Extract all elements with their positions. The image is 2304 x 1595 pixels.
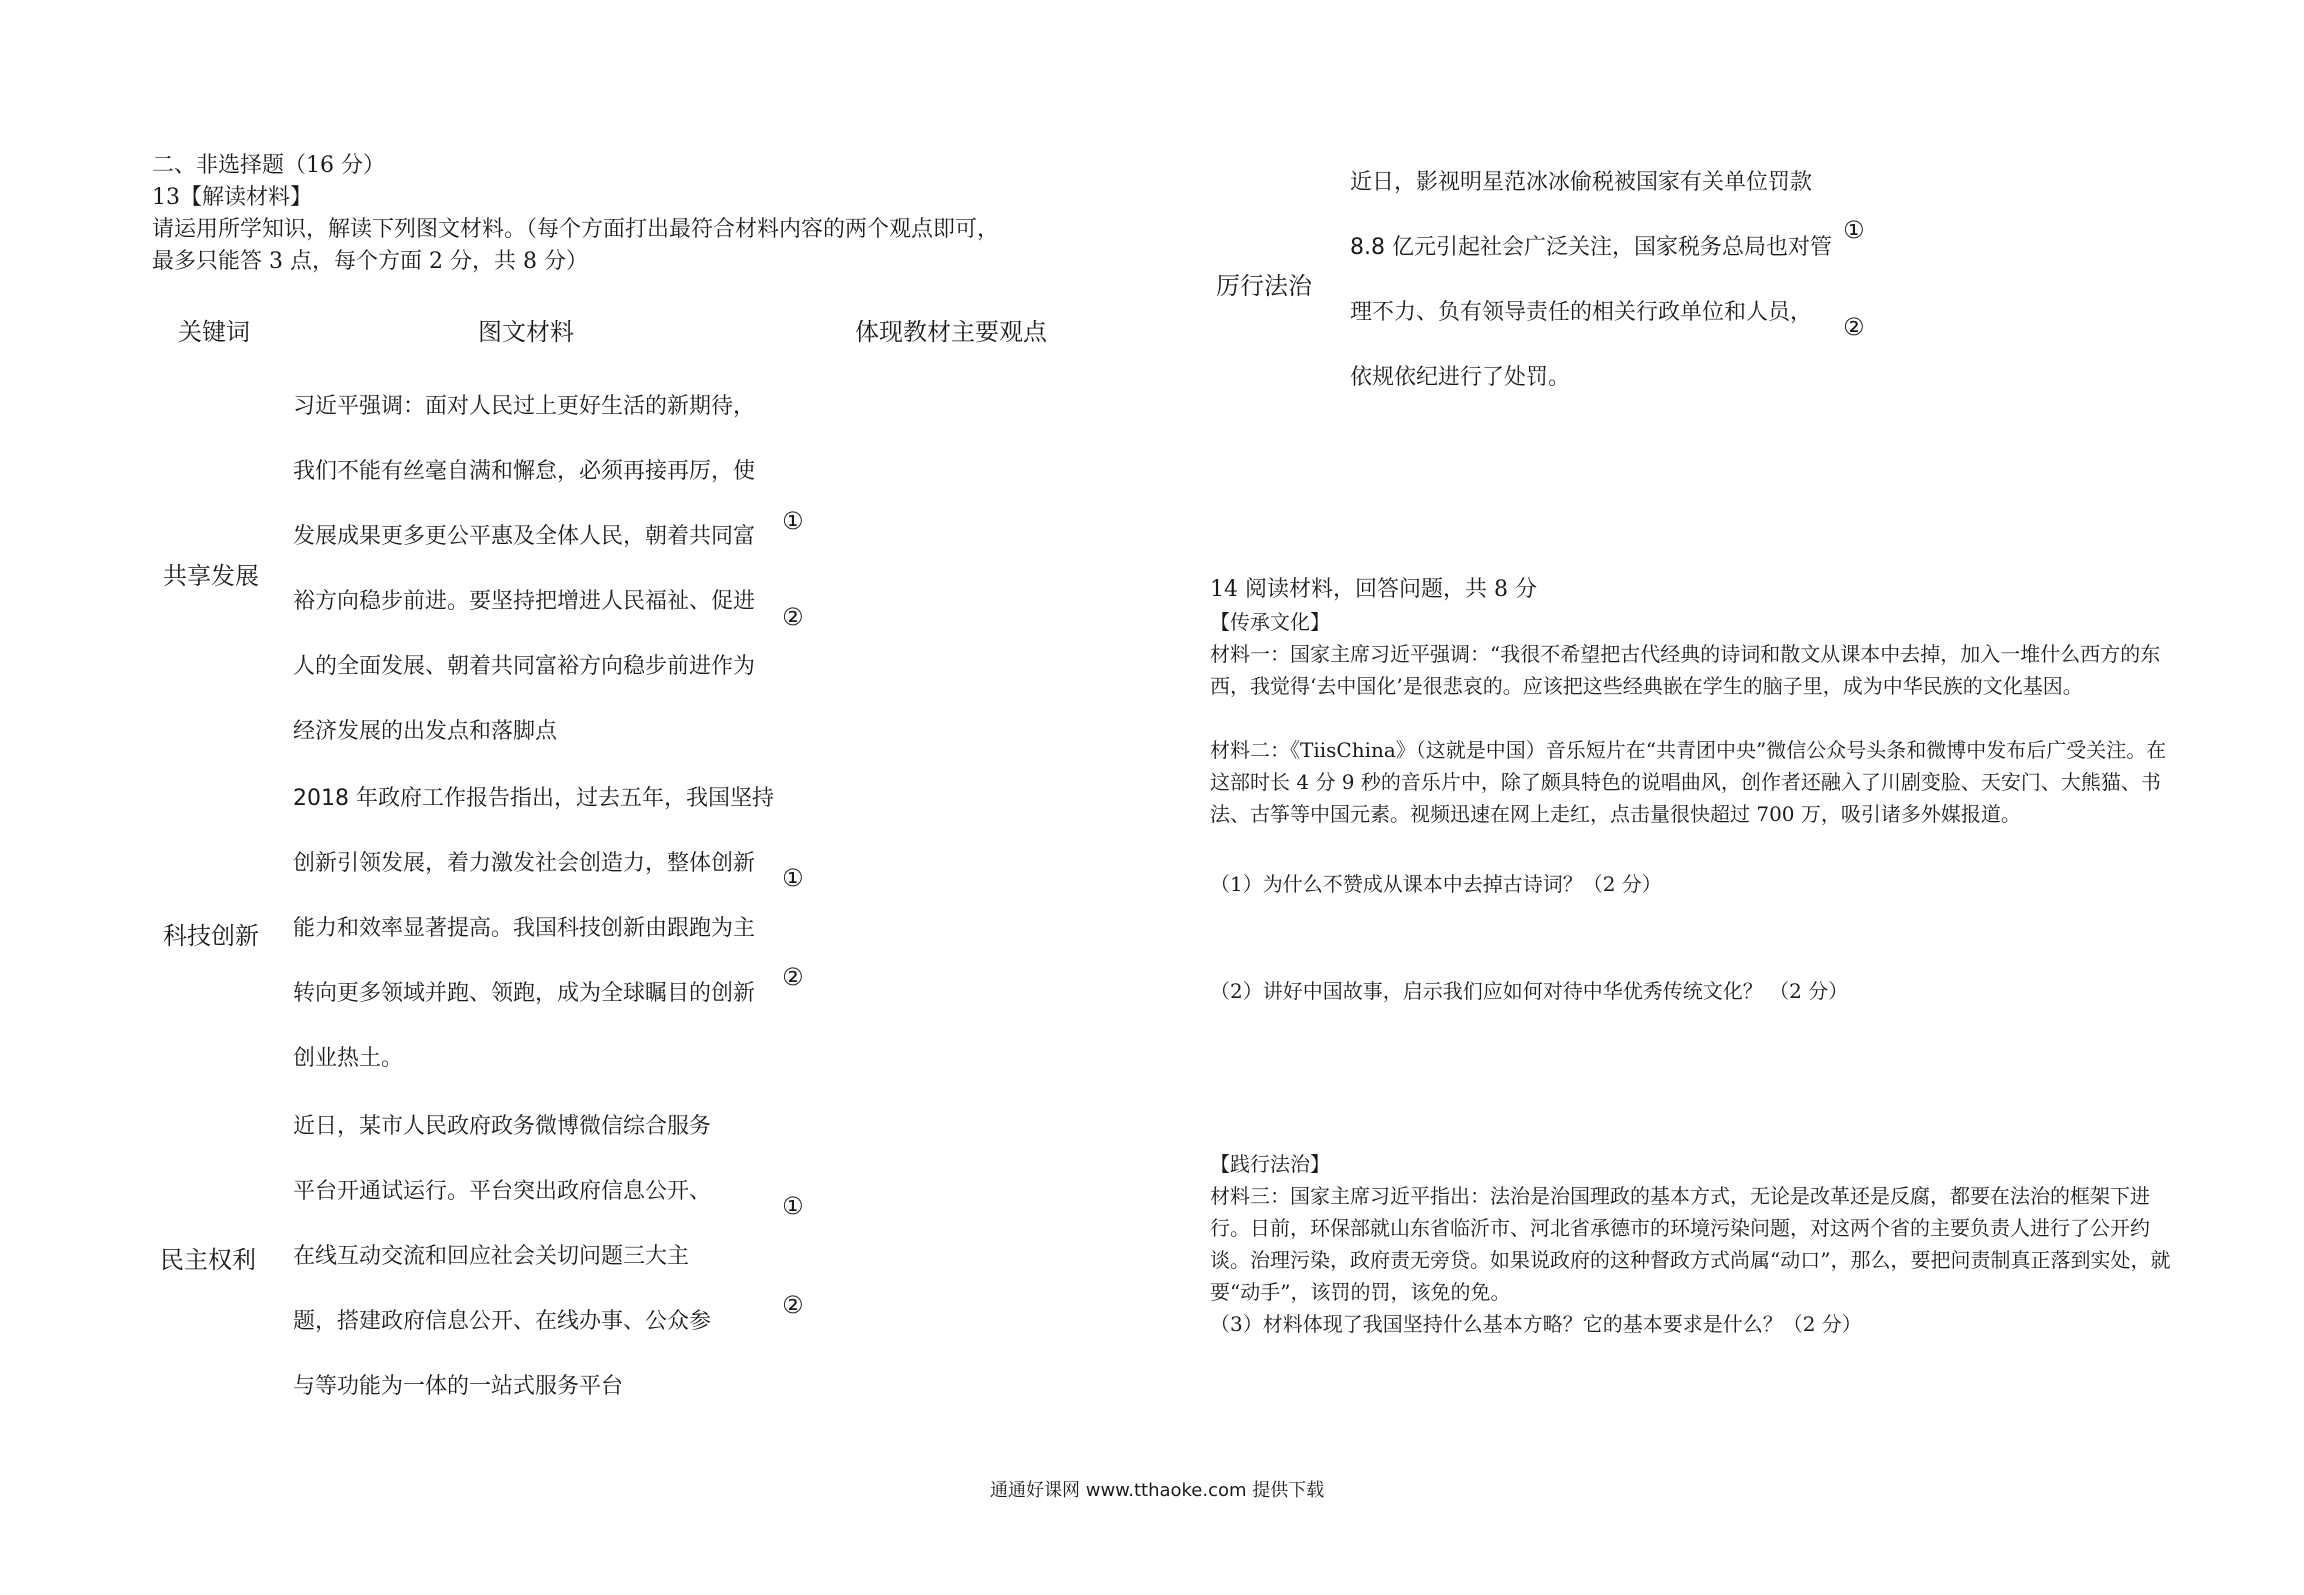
keyword-tech-innovation: 科技创新 bbox=[163, 922, 259, 950]
material-line: 习近平强调：面对人民过上更好生活的新期待， bbox=[293, 394, 756, 419]
q13-label: 13【解读材料】 bbox=[152, 185, 312, 210]
answer-mark-2: ② bbox=[1843, 313, 1865, 341]
material-three: 材料三：国家主席习近平指出：法治是治国理政的基本方式，无论是改革还是反腐，都要在法治的框架下进行。日前，环保部就山东省临沂市、河北省承德市的环境污染问题，对这两个省的主要负责人进行了公开约谈。治理污染，政府责无旁贷。如果说政府的这种督政方式尚属“动口”，那么，要把问责制真正落到实处，就要“动手”，该罚的罚，该免的免。 bbox=[1210, 1184, 2171, 1304]
material-line: 8.8 亿元引起社会广泛关注，国家税务总局也对管 bbox=[1350, 235, 1832, 260]
material-line: 与等功能为一体的一站式服务平台 bbox=[293, 1374, 624, 1399]
material-line: 发展成果更多更公平惠及全体人民，朝着共同富 bbox=[293, 524, 756, 549]
answer-mark-2: ② bbox=[782, 1291, 804, 1319]
answer-mark-1: ① bbox=[782, 1192, 804, 1220]
keyword-democratic-rights: 民主权利 bbox=[160, 1246, 256, 1274]
material-line: 裕方向稳步前进。要坚持把增进人民福祉、促进 bbox=[293, 589, 756, 614]
material-line: 转向更多领域并跑、领跑，成为全球瞩目的创新 bbox=[293, 981, 756, 1006]
q13-instruction-line2: 最多只能答 3 点，每个方面 2 分，共 8 分） bbox=[152, 249, 588, 274]
material-democratic-rights bbox=[293, 1094, 711, 1419]
material-line: 经济发展的出发点和落脚点 bbox=[293, 719, 558, 744]
material-line: 在线互动交流和回应社会关切问题三大主 bbox=[293, 1244, 690, 1269]
question-2: （2）讲好中国故事，启示我们应如何对待中华优秀传统文化？ （2 分） bbox=[1210, 979, 1849, 1003]
material-line: 依规依纪进行了处罚。 bbox=[1350, 365, 1571, 390]
material-line: 我们不能有丝毫自满和懈怠，必须再接再厉，使 bbox=[293, 459, 756, 484]
material-two: 材料二：《TiisChina》（这就是中国）音乐短片在“共青团中央”微信公众号头条和微博中发布后广受关注。在这部时长 4 分 9 秒的音乐片中，除了颇具特色的说唱曲风，创作者还融入了川剧变脸、天安门、大熊猫、书法、古筝等中国元素。视频迅速在网上走红，点击量很快超过 700 万，吸引诸多外媒报道。 bbox=[1210, 738, 2167, 826]
material-rule-of-law bbox=[1350, 150, 1832, 410]
answer-mark-1: ① bbox=[1843, 216, 1865, 244]
header-material: 图文材料 bbox=[478, 318, 574, 346]
q13-instruction-line1: 请运用所学知识，解读下列图文材料。（每个方面打出最符合材料内容的两个观点即可， bbox=[152, 217, 1000, 242]
answer-mark-2: ② bbox=[782, 603, 804, 631]
material-line: 能力和效率显著提高。我国科技创新由跟跑为主 bbox=[293, 916, 756, 941]
question-1: （1）为什么不赞成从课本中去掉古诗词？（2 分） bbox=[1210, 872, 1662, 896]
material-line: 题，搭建政府信息公开、在线办事、公众参 bbox=[293, 1309, 712, 1334]
question-3: （3）材料体现了我国坚持什么基本方略？它的基本要求是什么？（2 分） bbox=[1210, 1312, 1862, 1336]
answer-mark-1: ① bbox=[782, 507, 804, 535]
material-one: 材料一：国家主席习近平强调：“我很不希望把古代经典的诗词和散文从课本中去掉，加入一堆什么西方的东西，我觉得‘去中国化’是很悲哀的。应该把这些经典嵌在学生的脑子里，成为中华民族的文化基因。 bbox=[1210, 642, 2161, 698]
material-shared-development bbox=[293, 374, 755, 764]
section-title: 二、非选择题（16 分） bbox=[152, 153, 385, 178]
material-line: 近日，某市人民政府政务微博微信综合服务 bbox=[293, 1114, 712, 1139]
keyword-shared-development: 共享发展 bbox=[163, 562, 259, 590]
footer-source: 通通好课网 www.tthaoke.com 提供下载 bbox=[990, 1480, 1325, 1501]
section-heritage-culture: 【传承文化】 bbox=[1210, 610, 1330, 634]
keyword-rule-of-law: 厉行法治 bbox=[1216, 272, 1312, 300]
material-line: 平台开通试运行。平台突出政府信息公开、 bbox=[293, 1179, 712, 1204]
material-line: 近日，影视明星范冰冰偷税被国家有关单位罚款 bbox=[1350, 170, 1813, 195]
header-viewpoint: 体现教材主要观点 bbox=[855, 318, 1047, 346]
material-line: 人的全面发展、朝着共同富裕方向稳步前进作为 bbox=[293, 654, 756, 679]
material-line: 理不力、负有领导责任的相关行政单位和人员， bbox=[1350, 300, 1813, 325]
answer-mark-1: ① bbox=[782, 864, 804, 892]
material-line: 创新引领发展，着力激发社会创造力，整体创新 bbox=[293, 851, 756, 876]
header-keyword: 关键词 bbox=[178, 318, 250, 346]
material-line: 创业热土。 bbox=[293, 1046, 404, 1071]
q14-title: 14 阅读材料，回答问题，共 8 分 bbox=[1210, 577, 1537, 602]
answer-mark-2: ② bbox=[782, 963, 804, 991]
section-practice-law: 【践行法治】 bbox=[1210, 1152, 1330, 1176]
material-line: 2018 年政府工作报告指出，过去五年，我国坚持 bbox=[293, 786, 774, 811]
material-tech-innovation bbox=[293, 766, 774, 1091]
